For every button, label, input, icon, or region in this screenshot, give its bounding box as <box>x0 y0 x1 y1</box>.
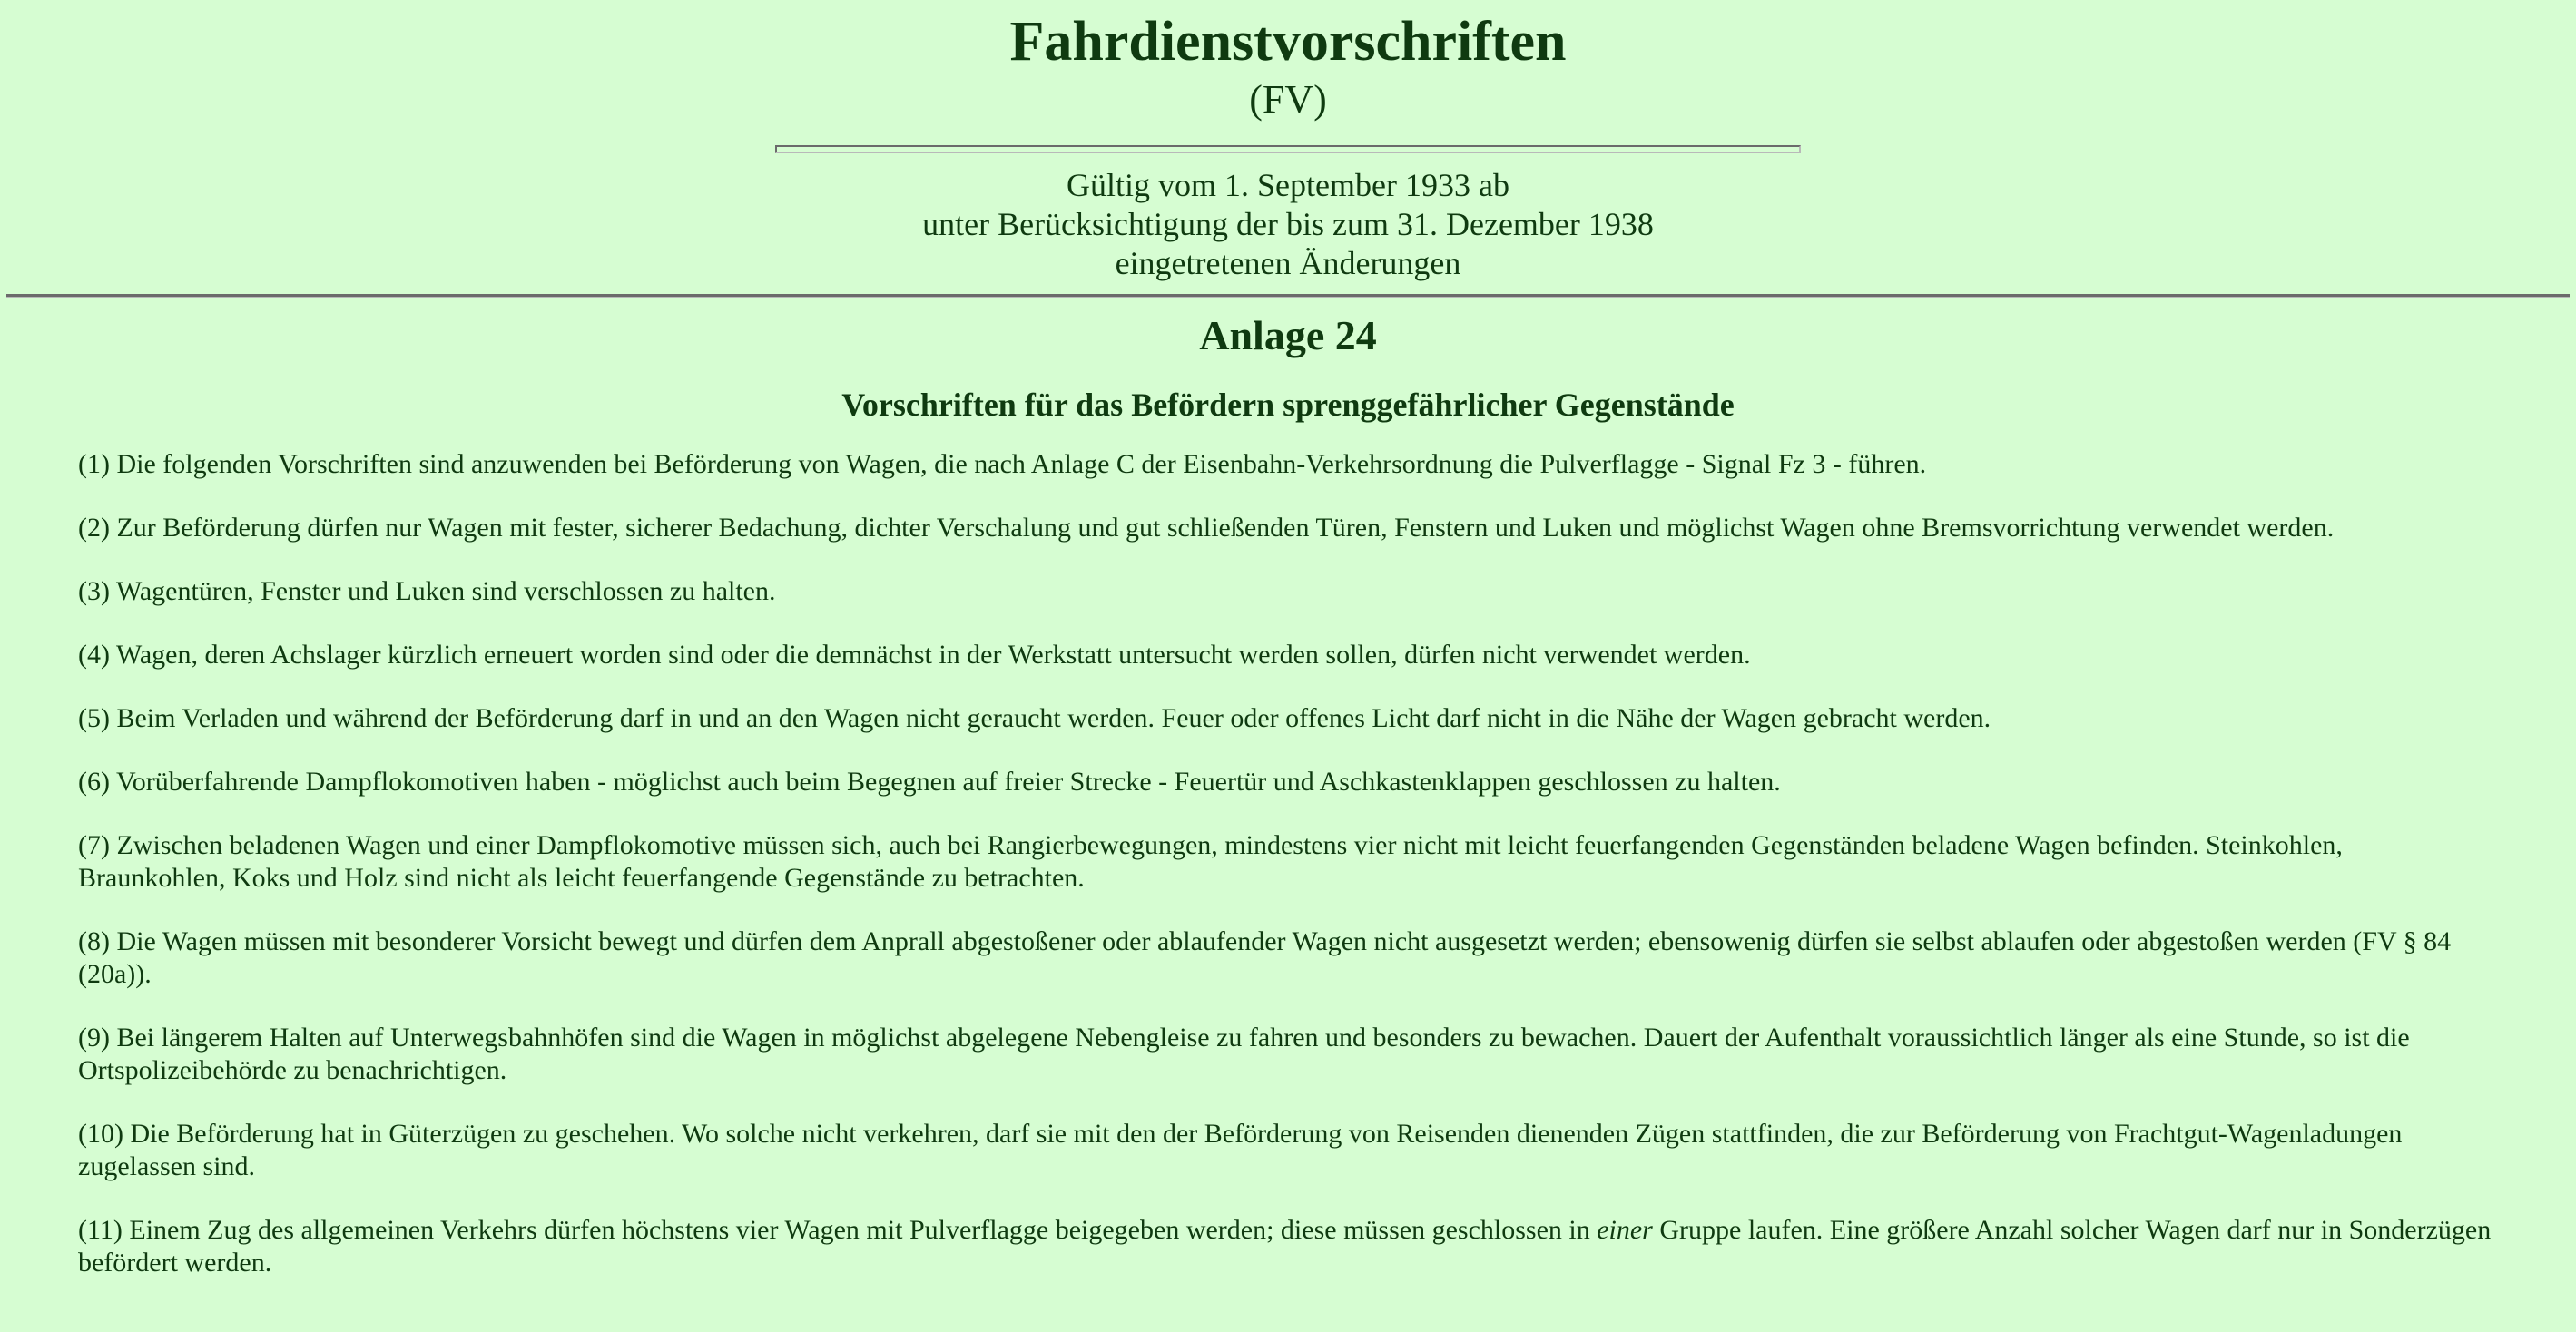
page-divider <box>6 294 2570 298</box>
paragraph-9: (9) Bei längerem Halten auf Unterwegsbahnhöfen sind die Wagen in möglichst abgelegene Nebengleise zu fahren und besonders zu bewachen. Dauert der Aufenthalt voraussichtlich länger als eine Stunde, so ist die Ortspolizeibehörde zu benachrichtigen. <box>78 1023 2410 1085</box>
document-subtitle: (FV) <box>1249 77 1327 122</box>
paragraph-11 <box>78 1214 2494 1279</box>
paragraph-11-start: (11) Einem Zug des allgemeinen Verkehrs dürfen höchstens vier Wagen mit Pulverflagge beigegeben werden; diese müssen geschlossen in <box>78 1215 1598 1245</box>
paragraph-2: (2) Zur Beförderung dürfen nur Wagen mit fester, sicherer Bedachung, dichter Verschalung und gut schließenden Türen, Fenstern und Luken und möglichst Wagen ohne Bremsvorrichtung verwendet werden. <box>78 513 2335 543</box>
paragraph-11-emphasis: einer <box>1597 1215 1653 1245</box>
validity-line: unter Berücksichtigung der bis zum 31. Dezember 1938 <box>922 206 1654 242</box>
paragraph-11-end: Gruppe laufen. Eine größere Anzahl solcher Wagen darf nur in Sonderzügen befördert werden. <box>78 1215 2492 1278</box>
paragraph-3: (3) Wagentüren, Fenster und Luken sind verschlossen zu halten. <box>78 576 776 606</box>
validity-note <box>0 166 2576 283</box>
paragraph-1: (1) Die folgenden Vorschriften sind anzuwenden bei Beförderung von Wagen, die nach Anlage C der Eisenbahn-Verkehrsordnung die Pulverflagge - Signal Fz 3 - führen. <box>78 449 1927 479</box>
paragraph-6: (6) Vorüberfahrende Dampflokomotiven haben - möglichst auch beim Begegnen auf freier Strecke - Feuertür und Aschkastenklappen geschlossen zu halten. <box>78 767 1781 797</box>
document-title: Fahrdienstvorschriften <box>1009 11 1567 73</box>
section-heading: Vorschriften für das Befördern sprenggefährlicher Gegenstände <box>841 387 1735 423</box>
paragraph-8: (8) Die Wagen müssen mit besonderer Vorsicht bewegt und dürfen dem Anprall abgestoßener oder ablaufender Wagen nicht ausgesetzt werden; ebensowenig dürfen sie selbst ablaufen oder abgestoßen werden (FV § 84 (20a)). <box>78 926 2452 989</box>
paragraph-5: (5) Beim Verladen und während der Beförderung darf in und an den Wagen nicht geraucht werden. Feuer oder offenes Licht darf nicht in die Nähe der Wagen gebracht werden. <box>78 703 1991 733</box>
paragraph-7: (7) Zwischen beladenen Wagen und einer Dampflokomotive müssen sich, auch bei Rangierbewegungen, mindestens vier nicht mit leicht feuerfangenden Gegenständen beladene Wagen befinden. Steinkohlen, Braunkohlen, Koks und Holz sind nicht als leicht feuerfangende Gegenstände zu betrachten. <box>78 830 2343 893</box>
annex-title: Anlage 24 <box>1199 312 1377 358</box>
validity-line: Gültig vom 1. September 1933 ab <box>1067 167 1509 203</box>
regulation-paragraphs <box>78 448 2494 1279</box>
document-header <box>0 0 2576 283</box>
paragraph-4: (4) Wagen, deren Achslager kürzlich erneuert worden sind oder die demnächst in der Werkstatt untersucht werden sollen, dürfen nicht verwendet werden. <box>78 640 1751 670</box>
title-divider <box>775 145 1801 153</box>
validity-line: eingetretenen Änderungen <box>1115 245 1461 281</box>
paragraph-10: (10) Die Beförderung hat in Güterzügen zu geschehen. Wo solche nicht verkehren, darf sie mit den der Beförderung von Reisenden dienenden Zügen stattfinden, die zur Beförderung von Frachtgut-Wagenladungen zugelassen sind. <box>78 1119 2403 1181</box>
